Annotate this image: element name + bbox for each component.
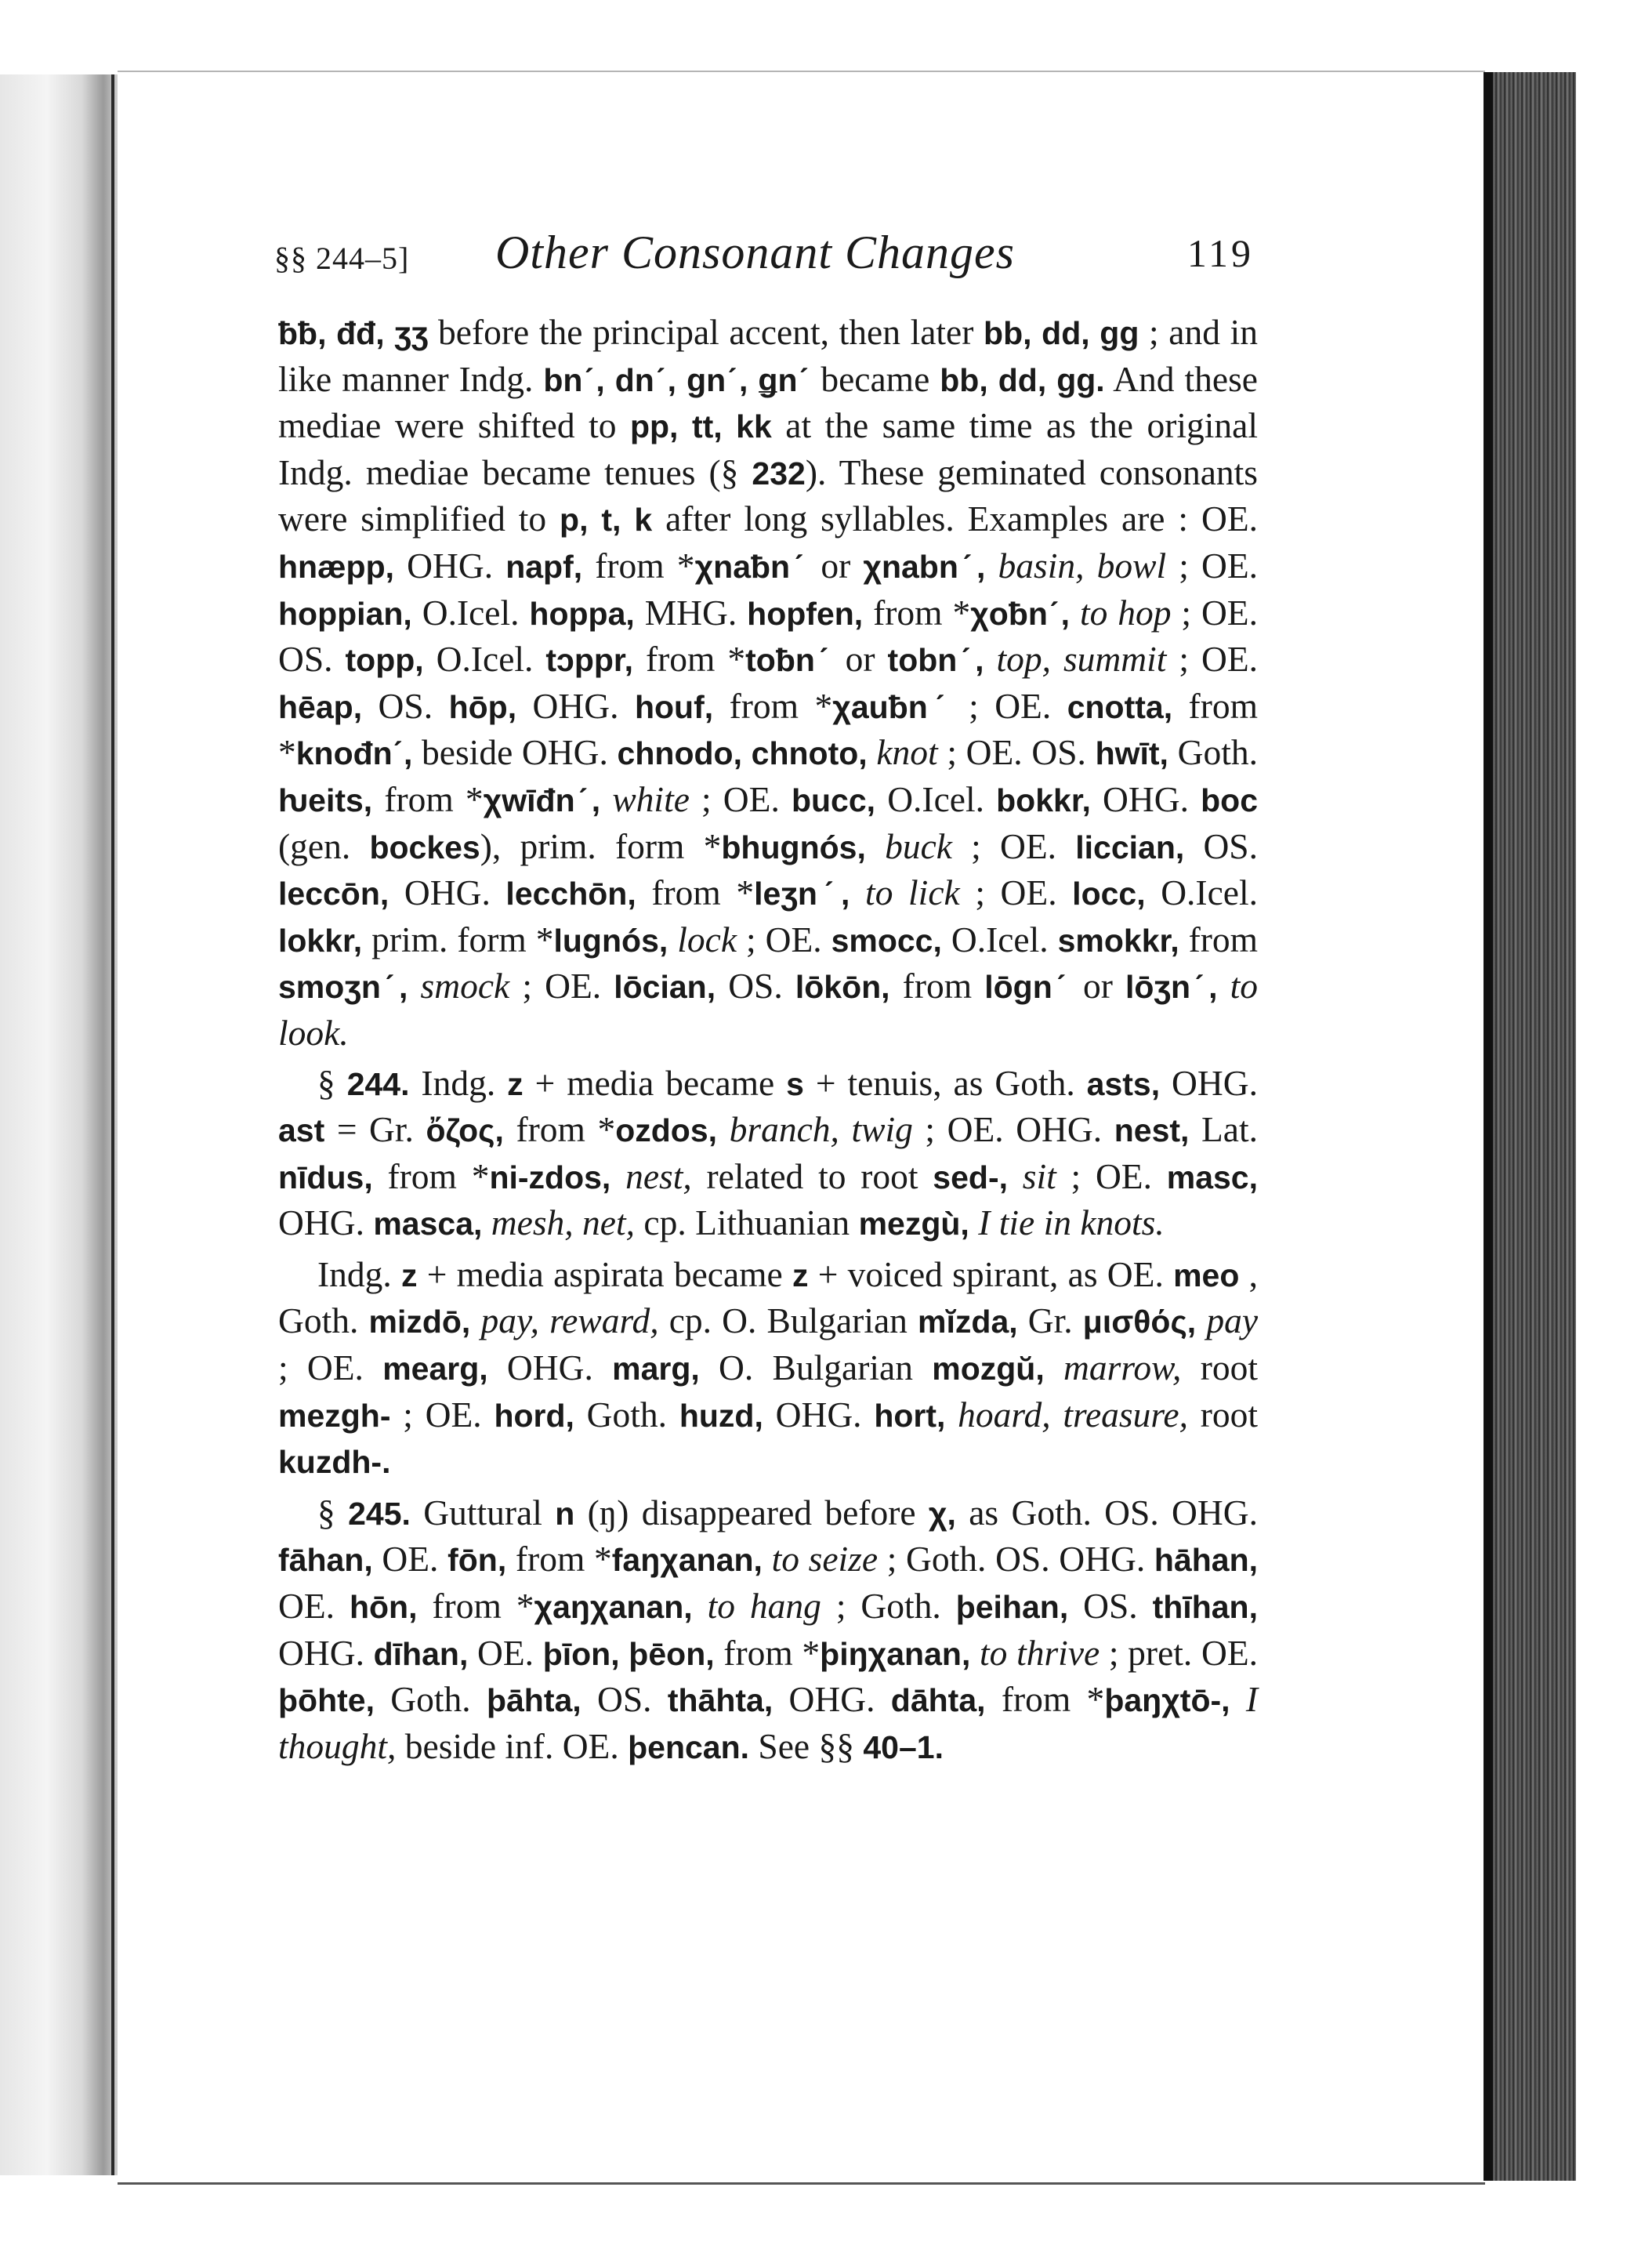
text-run: + voiced spirant, as OE.	[808, 1253, 1174, 1294]
text-run: ; OE.	[737, 919, 831, 959]
text-run: = Gr.	[324, 1109, 426, 1150]
bold-term: þiŋχanan,	[820, 1635, 971, 1672]
text-run: from *	[582, 545, 695, 586]
bold-term: n	[555, 1495, 575, 1532]
text-run: OS.	[1068, 1586, 1153, 1627]
bold-term: mĭzda,	[918, 1304, 1018, 1340]
bold-term: thāhta,	[667, 1682, 773, 1719]
bold-term: hēap,	[278, 688, 363, 725]
text-run: OHG.	[389, 872, 506, 913]
paragraph-244	[278, 1061, 1258, 1247]
text-run: ; OE.	[951, 825, 1076, 866]
bold-term: hōn,	[349, 1589, 418, 1626]
bold-term: ƀƀ, đđ, ʒʒ	[278, 315, 429, 351]
running-head-title: Other Consonant Changes	[495, 227, 1016, 278]
bold-term: mezgh-	[278, 1397, 391, 1434]
text-run	[470, 1300, 480, 1340]
bold-term: topp,	[345, 642, 424, 679]
italic-gloss: nest,	[625, 1155, 692, 1196]
text-run: OS.	[362, 685, 449, 726]
bold-term: þeihan,	[955, 1589, 1069, 1626]
text-run: ), prim. form *	[480, 825, 722, 866]
text-run: Indg.	[409, 1062, 508, 1103]
bold-term: lōʒnˊ,	[1125, 969, 1218, 1006]
bold-term: bokkr,	[996, 782, 1091, 818]
bold-term: bucc,	[791, 782, 876, 818]
text-run: + media aspirata became	[417, 1253, 792, 1294]
text-run: beside inf. OE.	[396, 1725, 629, 1766]
text-run: MHG.	[634, 592, 748, 633]
italic-gloss: sit	[1022, 1155, 1056, 1196]
page-number: 119	[1186, 231, 1254, 275]
text-run: from *	[372, 778, 484, 819]
text-run: OHG.	[487, 1347, 613, 1388]
bold-term: fāhan,	[278, 1542, 373, 1579]
bold-term: bb, dd, gg.	[940, 361, 1105, 398]
italic-gloss: to hang	[707, 1586, 821, 1627]
text-run: O.Icel.	[423, 639, 546, 680]
italic-gloss: marrow,	[1063, 1347, 1182, 1388]
bold-term: lōcian,	[614, 969, 716, 1006]
text-run: or	[1070, 966, 1125, 1006]
text-run: beside OHG.	[412, 732, 618, 773]
bold-term: faŋχanan,	[611, 1542, 763, 1579]
text-run: Lat.	[1189, 1109, 1258, 1150]
text-run: from *	[503, 1109, 616, 1150]
paragraph-media-aspirata	[278, 1252, 1258, 1485]
paragraph-245	[278, 1490, 1258, 1771]
text-run: Gr.	[1017, 1300, 1083, 1341]
italic-gloss: to thrive	[980, 1632, 1100, 1673]
bold-term: houf,	[634, 688, 714, 725]
bold-term: hnæpp,	[278, 548, 395, 585]
italic-gloss: mesh, net,	[491, 1202, 635, 1243]
bold-term: tobnˊ,	[887, 642, 984, 679]
bold-term: ὄζος,	[426, 1112, 504, 1149]
text-run: or	[832, 639, 888, 680]
bold-term: s	[786, 1065, 804, 1102]
text-run	[1196, 1300, 1206, 1340]
bold-term: p, t, k	[560, 502, 653, 539]
text-run: O.Icel.	[411, 592, 530, 633]
text-run	[408, 966, 420, 1006]
bold-term: mizdō,	[368, 1304, 471, 1340]
text-run: cp. Lithuanian	[635, 1202, 859, 1243]
bold-term: 245.	[348, 1495, 411, 1532]
bold-term: χnabnˊ,	[863, 548, 986, 585]
bold-term: tɔppr,	[545, 642, 634, 679]
text-run	[1218, 966, 1230, 1006]
text-run: from *	[278, 685, 1258, 773]
text-run: Goth.	[374, 1679, 487, 1720]
bold-term: 244.	[346, 1065, 410, 1102]
italic-gloss: pay	[1206, 1300, 1259, 1341]
text-run	[866, 826, 885, 866]
page-fore-edge	[1484, 72, 1576, 2181]
text-run: (ŋ) disappeared before	[574, 1492, 929, 1532]
text-run: ; OE.	[278, 1347, 383, 1388]
text-run: related to root	[691, 1155, 933, 1196]
text-run: (gen.	[278, 825, 370, 866]
bold-term: hōp,	[448, 688, 517, 725]
text-run	[610, 1156, 625, 1196]
bold-term: meo	[1173, 1257, 1240, 1293]
text-run: from *	[985, 1679, 1105, 1720]
text-run	[969, 1202, 978, 1242]
text-run: ; OE.	[390, 1394, 495, 1434]
body-text	[278, 310, 1258, 1770]
text-run	[970, 1633, 980, 1673]
text-run: O. Bulgarian	[699, 1347, 933, 1388]
text-run: ; OE.	[1166, 639, 1258, 680]
bold-term: bb, dd, gg	[984, 315, 1139, 351]
bold-term: hwīt,	[1095, 735, 1168, 772]
text-run: ). These geminated consonants were simplified to	[278, 452, 1258, 539]
running-head-sections: §§ 244–5]	[274, 241, 410, 276]
bold-term: χaŋχanan,	[534, 1589, 693, 1626]
text-run: from *	[372, 1155, 490, 1196]
italic-gloss: I tie in knots.	[978, 1202, 1165, 1243]
bold-term: μισθός,	[1082, 1304, 1197, 1340]
text-run	[693, 1586, 708, 1626]
text-run: OHG.	[773, 1679, 891, 1720]
text-run: ; OE.	[952, 685, 1067, 726]
italic-gloss: lock	[677, 919, 737, 959]
text-run: from	[1179, 919, 1259, 959]
bold-term: kuzdh-.	[278, 1444, 391, 1481]
italic-gloss: I thought,	[278, 1679, 1259, 1766]
text-run	[984, 639, 997, 679]
bold-term: χauƀnˊ	[832, 688, 953, 725]
text-run: root	[1181, 1347, 1258, 1388]
text-run: as Goth. OS. OHG.	[955, 1492, 1258, 1532]
text-run: Indg.	[317, 1253, 402, 1294]
text-run: OHG.	[1160, 1062, 1259, 1103]
text-run: root	[1187, 1394, 1259, 1434]
bold-term: ozdos,	[615, 1112, 718, 1149]
bold-term: napf,	[505, 548, 583, 585]
text-run: from *	[506, 1539, 612, 1580]
bold-term: bhugnós,	[721, 829, 866, 865]
bold-term: bockes	[369, 829, 480, 865]
italic-gloss: to seize	[771, 1539, 879, 1580]
text-run	[482, 1202, 491, 1242]
bold-term: masc,	[1166, 1159, 1258, 1195]
text-run: OHG.	[516, 685, 635, 726]
text-run: after long syllables. Examples are : OE.	[652, 499, 1258, 539]
text-run	[763, 1539, 772, 1579]
italic-gloss: pay, reward,	[480, 1300, 659, 1341]
text-run: OHG.	[763, 1394, 875, 1434]
bold-term: lōgnˊ	[984, 969, 1071, 1006]
bold-term: ni-zdos,	[489, 1159, 611, 1195]
bold-term: χoƀnˊ,	[970, 595, 1071, 632]
text-run: at the same time as the original Indg. mediae became tenues (§	[278, 405, 1258, 492]
text-run: ; OE.	[1166, 545, 1258, 586]
text-run: OE.	[372, 1539, 448, 1580]
bold-term: z	[792, 1257, 809, 1293]
text-run: OHG.	[394, 545, 506, 586]
text-run: §	[317, 1062, 347, 1103]
bold-term: bnˊ, dnˊ, gnˊ, ǥnˊ	[543, 361, 811, 398]
bold-term: 40–1.	[863, 1728, 944, 1765]
text-run	[985, 546, 998, 586]
text-run: ; OE.	[959, 872, 1073, 913]
bold-term: nīdus,	[278, 1159, 373, 1195]
bold-term: pp, tt, kk	[629, 408, 772, 445]
bold-term: 232	[752, 455, 806, 491]
bold-term: smoʒnˊ,	[278, 969, 408, 1006]
text-run: ; Goth.	[821, 1586, 956, 1627]
bold-term: hoppa,	[529, 595, 635, 632]
bold-term: huzd,	[679, 1397, 763, 1434]
bold-term: þōhte,	[278, 1682, 375, 1719]
bold-term: hort,	[874, 1397, 946, 1434]
text-run	[868, 732, 877, 772]
bold-term: hopfen,	[747, 595, 864, 632]
bold-term: marg,	[612, 1351, 700, 1387]
bold-term: nest,	[1114, 1112, 1190, 1149]
text-run: from *	[863, 592, 971, 633]
bold-term: knođnˊ,	[295, 735, 413, 772]
italic-gloss: smock	[420, 966, 510, 1006]
text-run	[1230, 1679, 1246, 1719]
text-run: from *	[636, 872, 755, 913]
text-run: OHG.	[278, 1632, 374, 1673]
bold-term: smocc,	[831, 922, 942, 959]
italic-gloss: hoard, treasure,	[958, 1394, 1188, 1434]
italic-gloss: to lick	[865, 872, 960, 913]
bold-term: ƕeits,	[278, 782, 373, 818]
text-run: before the principal accent, then later	[428, 312, 984, 352]
text-run: became	[810, 358, 940, 399]
text-run: ; OE. OS.	[278, 592, 1258, 680]
bold-term: lokkr,	[278, 922, 363, 959]
text-run: OS.	[581, 1679, 668, 1720]
text-run	[668, 919, 677, 959]
text-run: OE.	[278, 1586, 350, 1627]
bold-term: hord,	[494, 1397, 574, 1434]
text-run: from *	[714, 1632, 821, 1673]
bold-term: þaŋχtō-,	[1104, 1682, 1230, 1719]
bold-term: dīhan,	[373, 1635, 469, 1672]
text-run: ; OE.	[509, 966, 614, 1006]
running-head	[274, 229, 1254, 276]
bold-term: χwīđnˊ,	[483, 782, 601, 818]
bold-term: cnotta,	[1067, 688, 1173, 725]
text-run: ; OE.	[1056, 1155, 1167, 1196]
italic-gloss: knot	[876, 732, 938, 773]
bold-term: toƀnˊ	[745, 642, 833, 679]
bold-term: chnodo, chnoto,	[617, 735, 868, 772]
text-run	[600, 779, 612, 819]
text-run: ; OE.	[689, 778, 792, 819]
italic-gloss: buck	[885, 825, 952, 866]
italic-gloss: to hop	[1079, 592, 1172, 633]
left-page-gutter	[0, 74, 118, 2175]
bold-term: mezgù,	[858, 1206, 969, 1242]
text-run	[1070, 593, 1080, 633]
text-run: , Goth.	[278, 1253, 1258, 1341]
bold-term: leccōn,	[278, 876, 389, 912]
text-run: O.Icel.	[941, 919, 1058, 959]
text-run: ; pret. OE.	[1100, 1632, 1258, 1673]
text-run: O.Icel.	[1145, 872, 1258, 913]
bold-term: þencan.	[628, 1728, 750, 1765]
text-run	[717, 1109, 730, 1149]
bold-term: leʒnˊ,	[754, 876, 850, 912]
text-run: ; OE. OS.	[937, 732, 1096, 773]
bold-term: masca,	[373, 1206, 483, 1242]
bold-term: lōkōn,	[795, 969, 890, 1006]
bold-term: fōn,	[447, 1542, 507, 1579]
text-run	[1008, 1156, 1023, 1196]
text-run: ; OE. OHG.	[912, 1109, 1114, 1150]
text-run: OE.	[468, 1632, 543, 1673]
italic-gloss: branch, twig	[729, 1109, 913, 1150]
text-run: or	[808, 545, 864, 586]
text-run: from *	[713, 685, 833, 726]
bold-term: dāhta,	[890, 1682, 986, 1719]
text-run: Goth.	[1168, 732, 1258, 773]
bold-term: lugnós,	[553, 922, 668, 959]
paragraph-gemination	[278, 310, 1258, 1056]
bold-term: χnaƀnˊ	[694, 548, 809, 585]
text-run: cp. O. Bulgarian	[658, 1300, 918, 1341]
text-run: §	[317, 1492, 349, 1532]
text-run: prim. form *	[362, 919, 554, 959]
bold-term: z	[507, 1065, 523, 1102]
text-run: from	[889, 966, 985, 1006]
text-run: ; Goth. OS. OHG.	[878, 1539, 1154, 1580]
bold-term: liccian,	[1075, 829, 1185, 865]
text-run: from *	[633, 639, 746, 680]
bold-term: sed-,	[933, 1159, 1008, 1195]
bold-term: boc	[1201, 782, 1259, 818]
text-run: Guttural	[410, 1492, 556, 1532]
bold-term: thīhan,	[1152, 1589, 1258, 1626]
text-run: OS.	[716, 966, 795, 1006]
text-run: OHG.	[278, 1202, 374, 1243]
bold-term: þāhta,	[486, 1682, 581, 1719]
bold-term: smokkr,	[1057, 922, 1179, 959]
bold-term: asts,	[1086, 1065, 1161, 1102]
text-run: See §§	[749, 1725, 864, 1766]
bold-term: mozgŭ,	[932, 1351, 1045, 1387]
bold-term: mearg,	[382, 1351, 488, 1387]
bold-term: hāhan,	[1154, 1542, 1259, 1579]
bold-term: lecchōn,	[505, 876, 636, 912]
text-run: ; and in like manner Indg.	[278, 312, 1258, 399]
bold-term: χ,	[928, 1495, 956, 1532]
italic-gloss: top, summit	[996, 639, 1167, 680]
italic-gloss: white	[612, 778, 690, 819]
bold-term: hoppian,	[278, 595, 412, 632]
bold-term: locc,	[1072, 876, 1146, 912]
text-run	[945, 1395, 958, 1434]
text-run: OS.	[1184, 825, 1258, 866]
text-run: + tenuis, as Goth.	[803, 1062, 1087, 1103]
text-run: OHG.	[1090, 778, 1201, 819]
text-run: + media became	[523, 1062, 787, 1103]
italic-gloss: to look.	[278, 966, 1259, 1053]
text-run: And these mediae were shifted to	[278, 358, 1258, 446]
italic-gloss: basin, bowl	[998, 545, 1167, 586]
text-run: from *	[417, 1586, 534, 1627]
text-run: Goth.	[574, 1394, 679, 1434]
bold-term: z	[401, 1257, 418, 1293]
text-run: O.Icel.	[875, 778, 997, 819]
bold-term: ast	[278, 1112, 325, 1149]
text-run	[850, 872, 865, 912]
bold-term: þīon, þēon,	[542, 1635, 715, 1672]
text-run	[1045, 1347, 1063, 1387]
